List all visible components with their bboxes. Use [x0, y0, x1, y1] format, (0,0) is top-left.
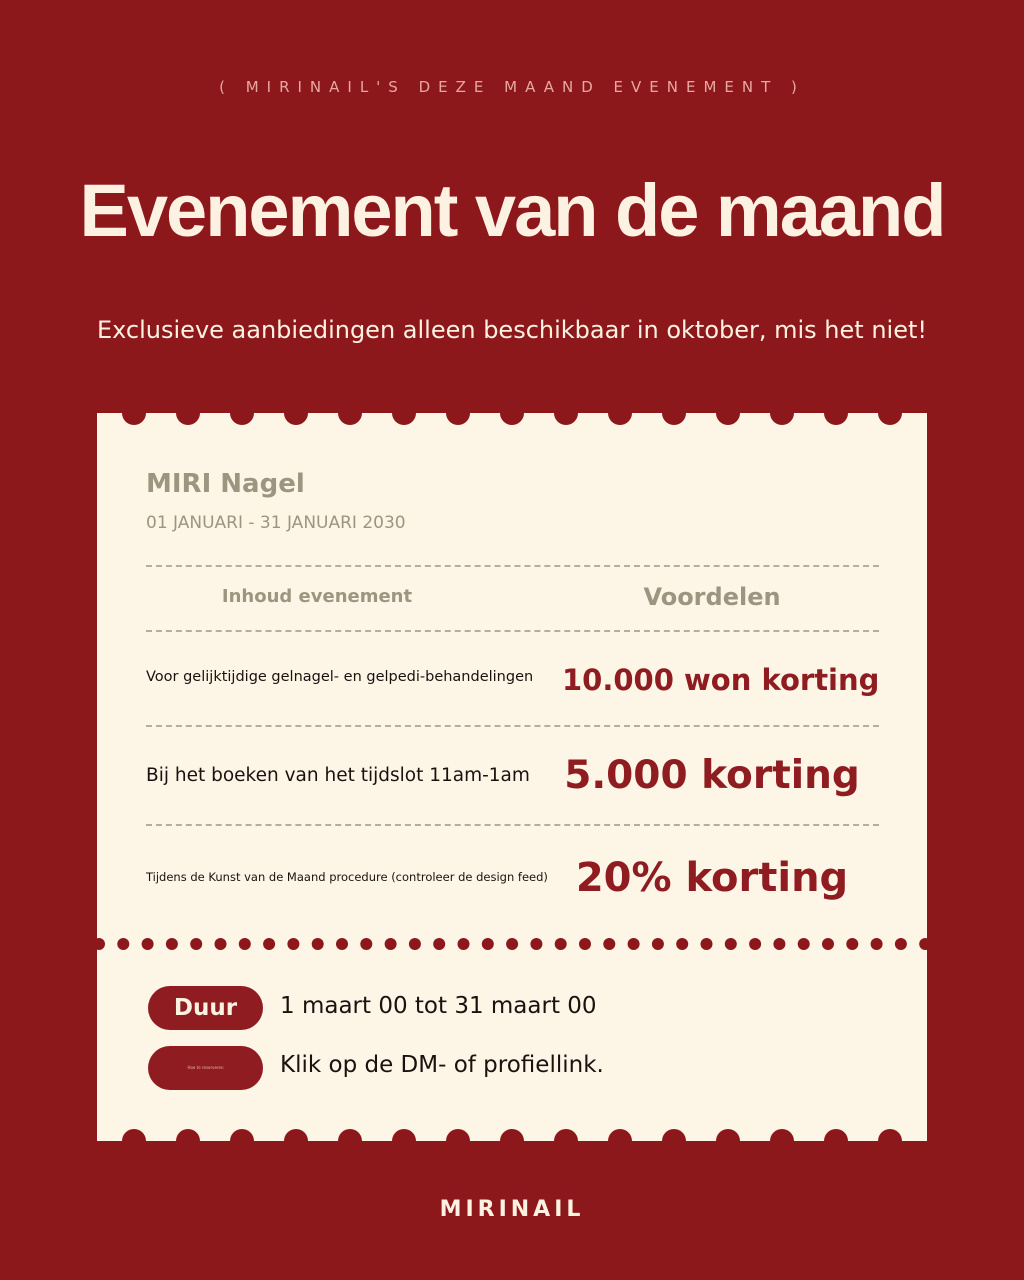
event-dates: 01 JANUARI - 31 JANUARI 2030: [146, 513, 406, 533]
offer-row-1-value: 10.000 won korting: [562, 663, 880, 697]
ticket-perforation: [97, 932, 927, 956]
divider: [146, 565, 879, 567]
offer-row-3-value: 20% korting: [575, 855, 849, 901]
event-ticket: [97, 413, 927, 1141]
divider: [146, 630, 879, 632]
event-tagline: ( MIRINAIL'S DEZE MAAND EVENEMENT ): [219, 78, 805, 96]
duration-pill: Duur: [148, 986, 263, 1030]
ticket-top-scallops: [97, 413, 927, 439]
brand-name: MIRI Nagel: [146, 469, 305, 499]
offer-row-3-description: Tijdens de Kunst van de Maand procedure (controleer de design feed): [146, 870, 548, 884]
column-header-benefits: Voordelen: [643, 583, 781, 611]
column-header-content: Inhoud evenement: [221, 586, 413, 607]
duration-value: 1 maart 00 tot 31 maart 00: [280, 993, 597, 1019]
page-title: Evenement van de maand: [79, 169, 945, 252]
offer-row-2-description: Bij het boeken van het tijdslot 11am-1am: [146, 765, 530, 786]
divider: [146, 725, 879, 727]
divider: [146, 824, 879, 826]
page-subtitle: Exclusieve aanbiedingen alleen beschikbaar in oktober, mis het niet!: [96, 316, 927, 344]
reservation-pill: Hoe te reserveren: [148, 1046, 263, 1090]
footer-brand: MIRINAIL: [439, 1197, 585, 1222]
offer-row-1-description: Voor gelijktijdige gelnagel- en gelpedi-behandelingen: [146, 669, 534, 685]
ticket-bottom-scallops: [97, 1115, 927, 1141]
offer-row-2-value: 5.000 korting: [564, 753, 860, 798]
reservation-instructions: Klik op de DM- of profiellink.: [280, 1052, 604, 1078]
